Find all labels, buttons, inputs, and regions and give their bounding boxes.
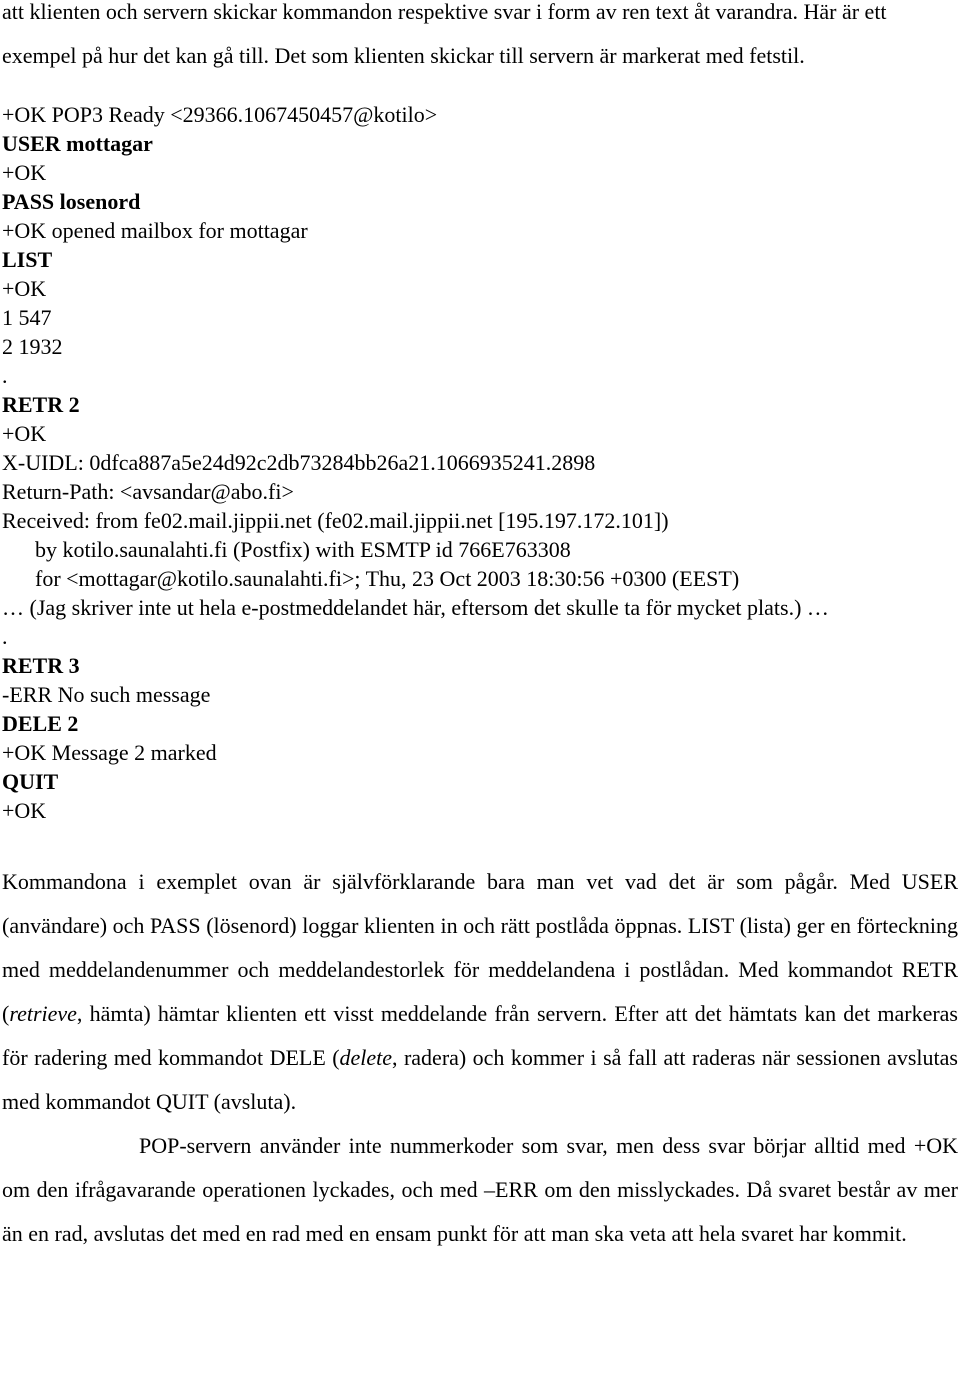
pop3-session-transcript [2, 100, 958, 825]
server-response-line: +OK Message 2 marked [2, 740, 217, 765]
term-retrieve: retrieve [9, 1001, 77, 1026]
client-command-line: LIST [2, 247, 53, 272]
client-command-line: USER mottagar [2, 131, 153, 156]
term-delete: delete [339, 1045, 393, 1070]
server-response-line: -ERR No such message [2, 682, 211, 707]
client-command-line: PASS losenord [2, 189, 141, 214]
server-response-line: +OK [2, 798, 47, 823]
server-response-line: . [2, 624, 8, 649]
explanation-paragraph-commands [2, 860, 958, 1124]
server-response-line: for <mottagar@kotilo.saunalahti.fi>; Thu, 23 Oct 2003 18:30:56 +0300 (EEST) [2, 566, 740, 591]
client-command-line: DELE 2 [2, 711, 79, 736]
document-page [2, 0, 958, 1256]
explanation-section [2, 860, 958, 1256]
server-response-line: 2 1932 [2, 334, 63, 359]
client-command-line: RETR 3 [2, 653, 80, 678]
client-command-line: RETR 2 [2, 392, 80, 417]
server-response-line: +OK [2, 276, 47, 301]
server-response-line: +OK [2, 421, 47, 446]
paragraph-text-part: Kommandona i exemplet ovan är självförklarande bara man vet vad det är som pågår. Med USER (användare) och PASS (lösenord) loggar klienten in och rätt postlåda öppnas. LIST (lista) ger en förteckning med meddelandenummer och meddelandestorlek för meddelandena i postlådan. Med kommandot RETR ( [2, 869, 958, 1026]
server-response-line: Return-Path: <avsandar@abo.fi> [2, 479, 294, 504]
server-response-line: +OK POP3 Ready <29366.1067450457@kotilo> [2, 102, 438, 127]
intro-paragraph: att klienten och servern skickar kommandon respektive svar i form av ren text åt varandra. Här är ett exempel på hur det kan gå till. Det som klienten skickar till servern är markerat med fetstil. [2, 0, 887, 68]
explanation-paragraph-responses: POP-servern använder inte nummerkoder som svar, men dess svar börjar alltid med +OK om den ifrågavarande operationen lyckades, och med –ERR om den misslyckades. Då svaret består av mer än en rad, avslutas det med en rad med en ensam punkt för att man ska veta att hela svaret har kommit. [2, 1133, 958, 1246]
server-response-line: X-UIDL: 0dfca887a5e24d92c2db73284bb26a21.1066935241.2898 [2, 450, 596, 475]
server-response-line: … (Jag skriver inte ut hela e-postmeddelandet här, eftersom det skulle ta för mycket plats.) … [2, 595, 829, 620]
server-response-line: . [2, 363, 8, 388]
intro-section [2, 0, 958, 78]
client-command-line: QUIT [2, 769, 59, 794]
paragraph-text-part: , radera) och kommer i så fall att raderas när sessionen avslutas med kommandot QUIT (avsluta). [2, 1045, 958, 1114]
server-response-line: +OK [2, 160, 47, 185]
paragraph-text-part: , hämta) hämtar klienten ett visst meddelande från servern. Efter att det hämtats kan det markeras för radering med kommandot DELE ( [2, 1001, 958, 1070]
server-response-line: 1 547 [2, 305, 52, 330]
server-response-line: Received: from fe02.mail.jippii.net (fe02.mail.jippii.net [195.197.172.101]) [2, 508, 669, 533]
server-response-line: +OK opened mailbox for mottagar [2, 218, 308, 243]
server-response-line: by kotilo.saunalahti.fi (Postfix) with ESMTP id 766E763308 [2, 537, 571, 562]
